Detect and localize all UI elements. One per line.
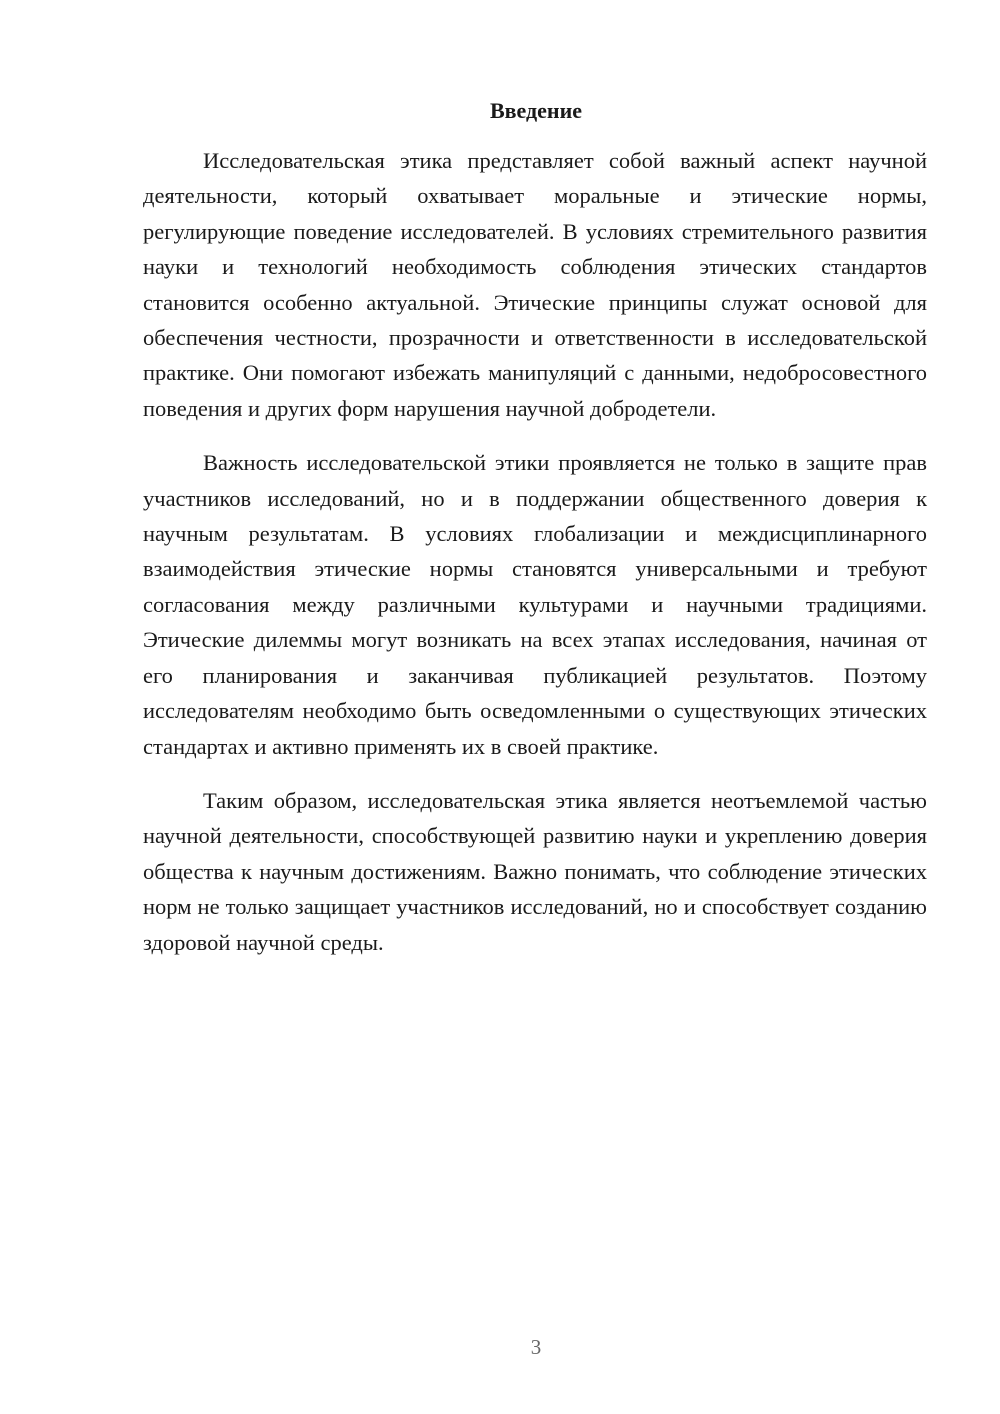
body-text	[143, 143, 927, 979]
paragraph-3: Таким образом, исследовательская этика является неотъемлемой частью научной деятельности, способствующей развитию науки и укреплению доверия общества к научным достижениям. Важно понимать, что соблюдение этических норм не только защищает участников исследований, но и способствует созданию здоровой научной среды.	[143, 787, 927, 955]
page-number: 3	[530, 1335, 542, 1359]
paragraph-1: Исследовательская этика представляет собой важный аспект научной деятельности, который охватывает моральные и этические нормы, регулирующие поведение исследователей. В условиях стремительного развития науки и технологий необходимость соблюдения этических стандартов становится особенно актуальной. Этические принципы служат основой для обеспечения честности, прозрачности и ответственности в исследовательской практике. Они помогают избежать манипуляций с данными, недобросовестного поведения и других форм нарушения научной добродетели.	[143, 148, 927, 421]
section-heading: Введение	[489, 98, 583, 123]
paragraph-2: Важность исследовательской этики проявляется не только в защите прав участников исследований, но и в поддержании общественного доверия к научным результатам. В условиях глобализации и междисциплинарного взаимодействия этические нормы становятся универсальными и требуют согласования между различными культурами и научными традициями. Этические дилеммы могут возникать на всех этапах исследования, начиная от его планирования и заканчивая публикацией результатов. Поэтому исследователям необходимо быть осведомленными о существующих этических стандартах и активно применять их в своей практике.	[143, 450, 927, 759]
